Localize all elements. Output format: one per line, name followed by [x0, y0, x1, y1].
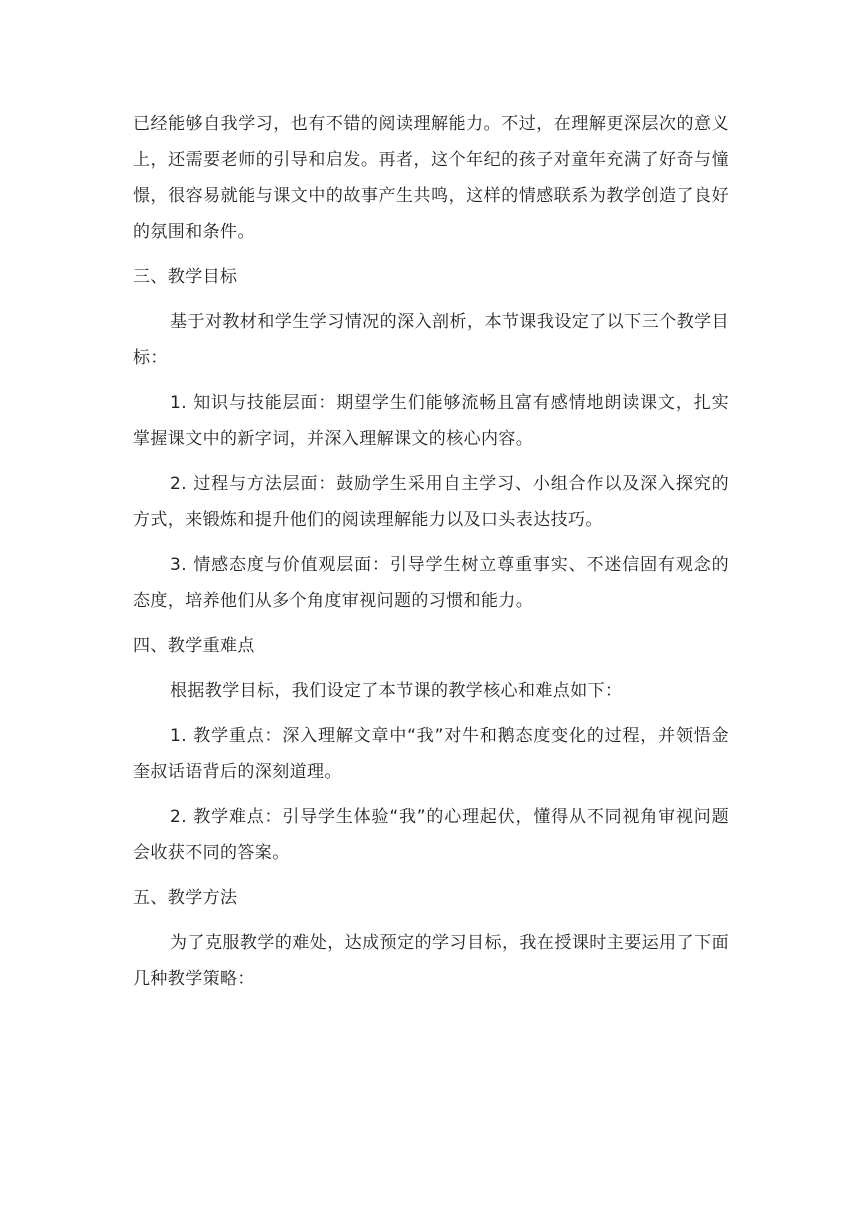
paragraph-gap [133, 664, 729, 673]
goal-item-emotion: 3. 情感态度与价值观层面：引导学生树立尊重事实、不迷信固有观念的态度，培养他们从多个角度审视问题的习惯和能力。 [133, 555, 729, 611]
paragraph-gap [133, 376, 729, 385]
goal-item-process: 2. 过程与方法层面：鼓励学生采用自主学习、小组合作以及深入探究的方式，来锻炼和提升他们的阅读理解能力以及口头表达技巧。 [133, 474, 729, 530]
paragraph-gap [133, 790, 729, 799]
paragraph-gap [133, 871, 729, 880]
difficulty-item: 2. 教学难点：引导学生体验“我”的心理起伏，懂得从不同视角审视问题会收获不同的答案。 [133, 807, 729, 863]
document-body [133, 106, 729, 997]
section-heading-teaching-goals: 三、教学目标 [133, 267, 238, 287]
key-point-item: 1. 教学重点：深入理解文章中“我”对牛和鹅态度变化的过程，并领悟金奎叔话语背后的深刻道理。 [133, 726, 729, 782]
section-heading-key-points: 四、教学重难点 [133, 636, 255, 656]
paragraph-gap [133, 709, 729, 718]
body-paragraph: 根据教学目标，我们设定了本节课的教学核心和难点如下： [170, 681, 623, 701]
goal-item-knowledge: 1. 知识与技能层面：期望学生们能够流畅且富有感情地朗读课文，扎实掌握课文中的新字词，并深入理解课文的核心内容。 [133, 393, 729, 449]
paragraph-gap [133, 916, 729, 925]
body-paragraph: 已经能够自我学习，也有不错的阅读理解能力。不过，在理解更深层次的意义上，还需要老师的引导和启发。再者，这个年纪的孩子对童年充满了好奇与憧憬，很容易就能与课文中的故事产生共鸣，这样的情感联系为教学创造了良好的氛围和条件。 [133, 114, 729, 242]
body-paragraph: 为了克服教学的难处，达成预定的学习目标，我在授课时主要运用了下面几种教学策略： [133, 933, 729, 989]
paragraph-gap [133, 457, 729, 466]
paragraph-gap [133, 250, 729, 259]
section-heading-teaching-methods: 五、教学方法 [133, 888, 238, 908]
paragraph-gap [133, 619, 729, 628]
paragraph-gap [133, 295, 729, 304]
paragraph-gap [133, 538, 729, 547]
body-paragraph: 基于对教材和学生学习情况的深入剖析，本节课我设定了以下三个教学目标： [133, 312, 729, 368]
